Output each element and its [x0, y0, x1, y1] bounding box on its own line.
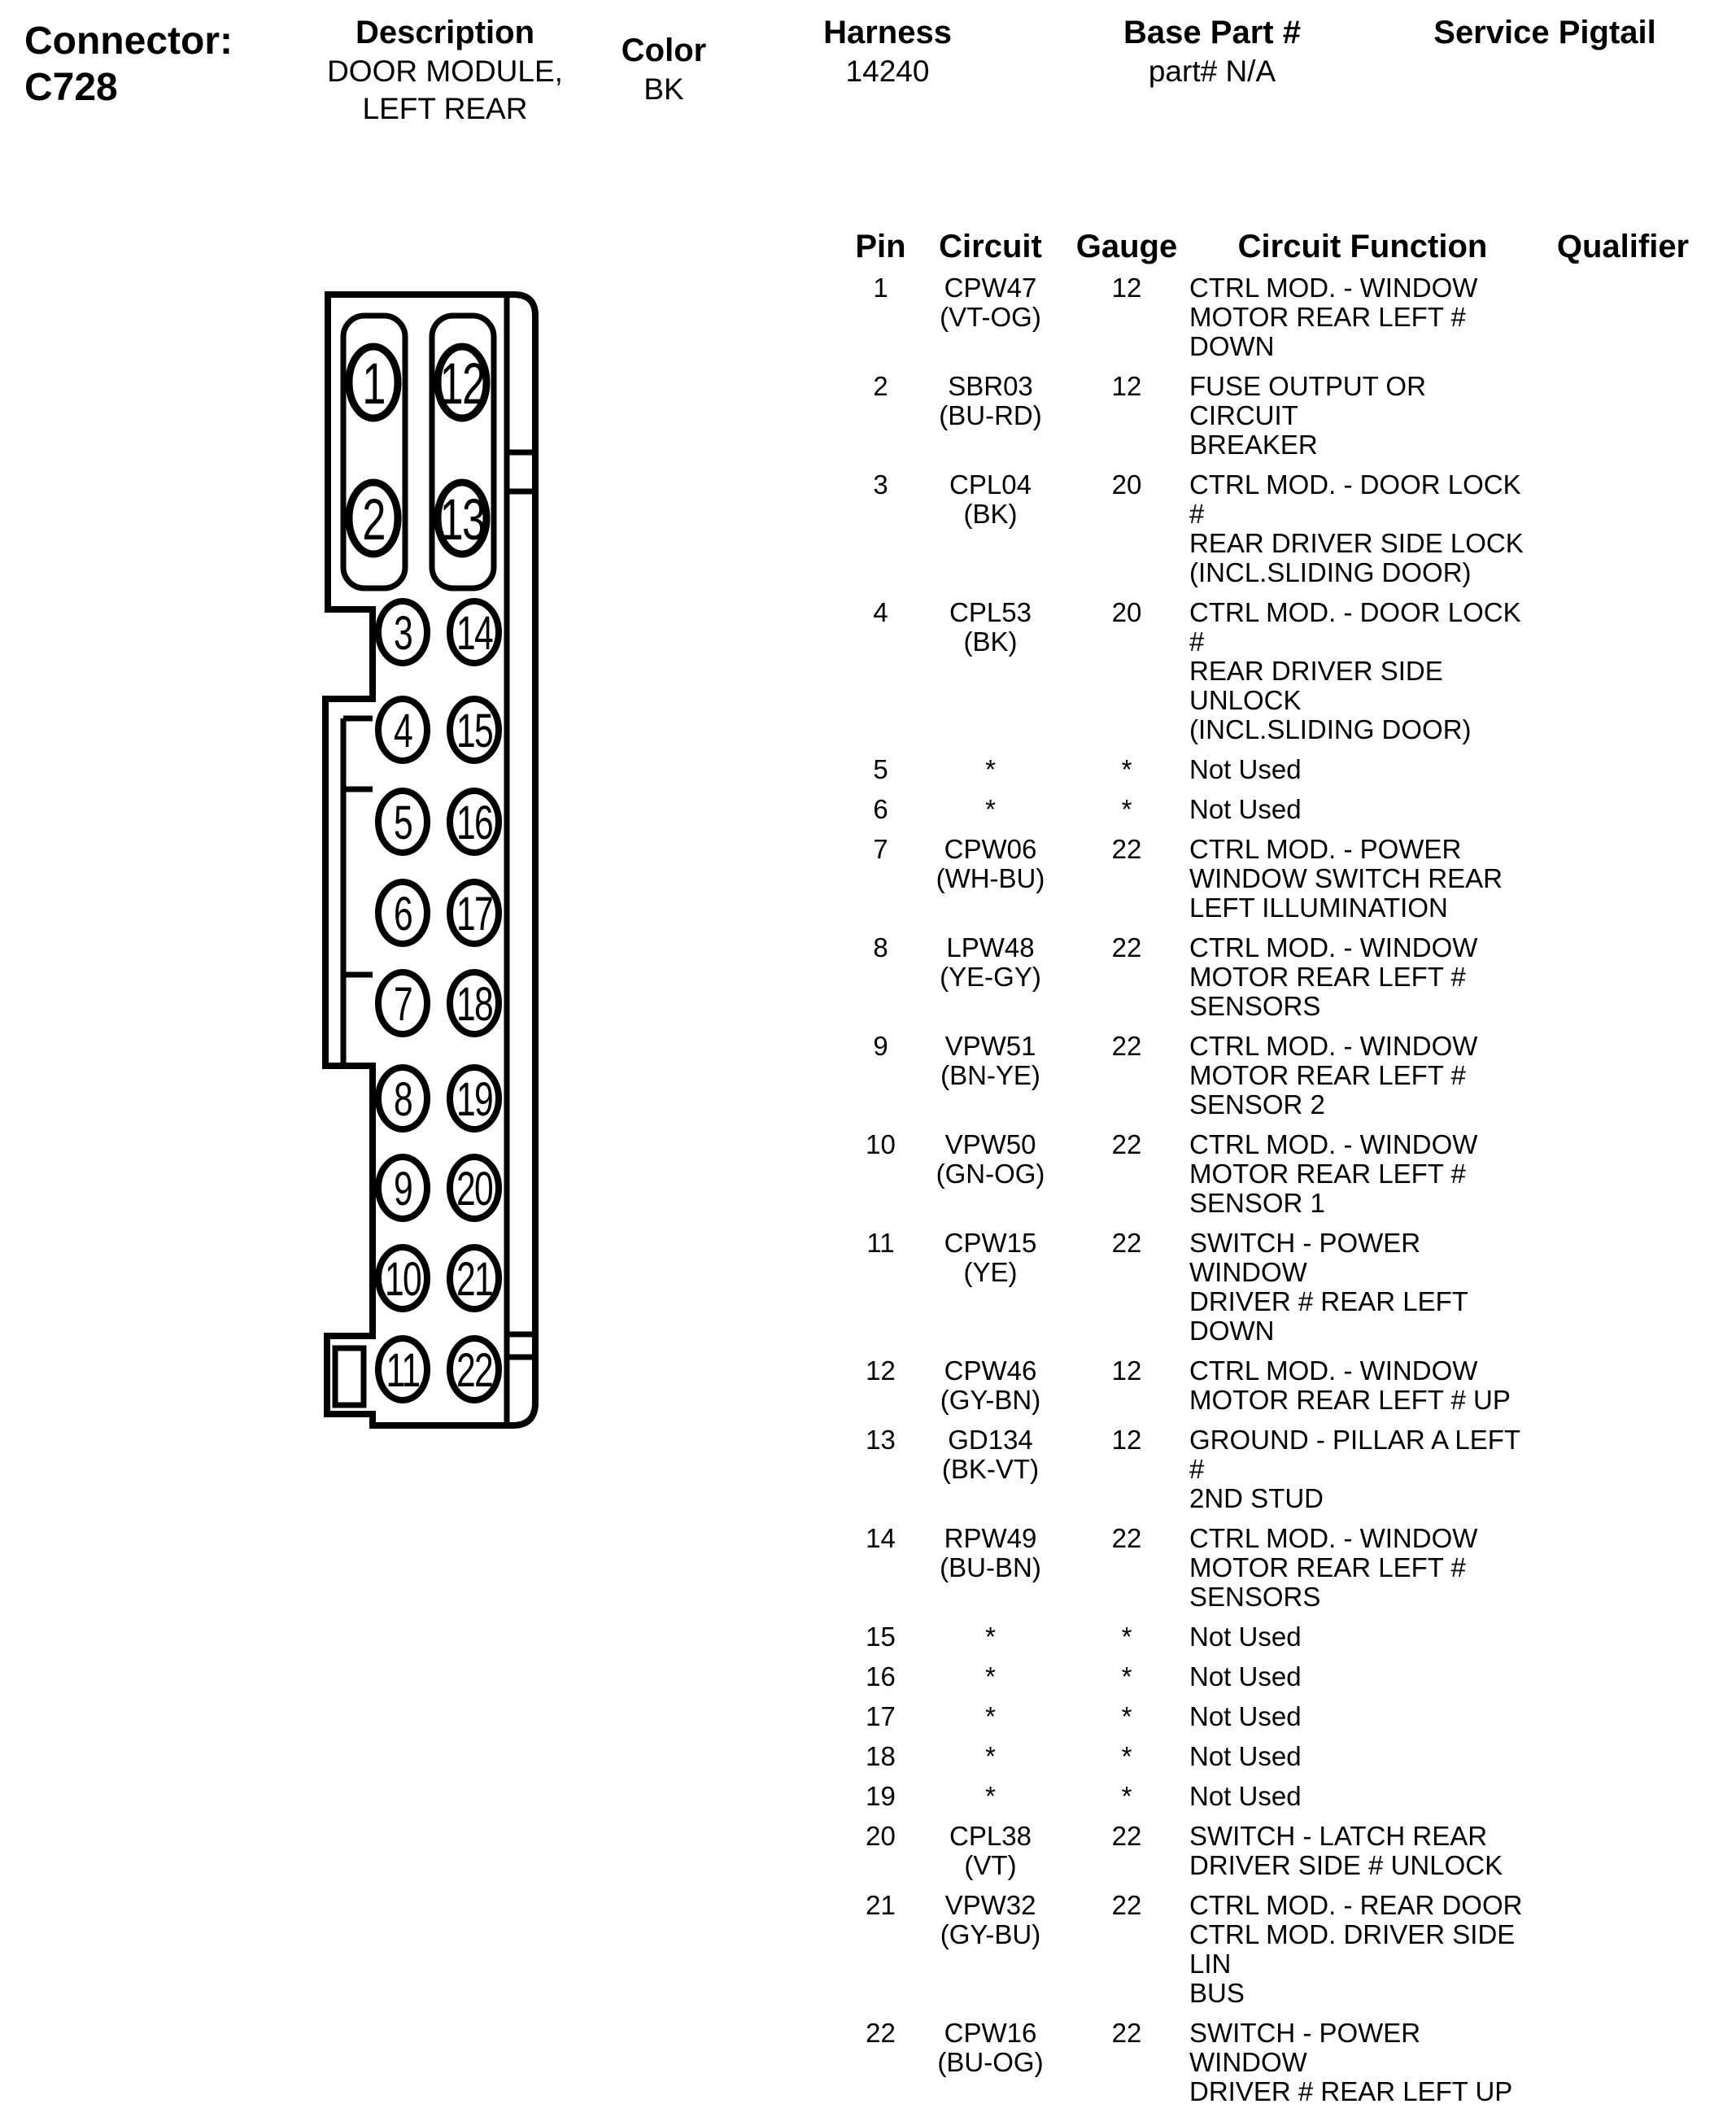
qualifier-cell [1538, 795, 1708, 824]
qualifier-cell [1538, 755, 1708, 784]
header-field-value: part# N/A [1148, 55, 1276, 88]
col-header-pin: Pin [855, 229, 906, 264]
function-line: Not Used [1189, 754, 1302, 784]
pin-4 [378, 699, 427, 761]
function-line: MOTOR REAR LEFT # UP [1189, 1385, 1511, 1415]
function-cell [1188, 1524, 1538, 1612]
circuit-code: * [985, 1622, 996, 1652]
qualifier-cell [1538, 273, 1708, 361]
circuit-code: CPL04 [949, 469, 1032, 500]
function-line: CTRL MOD. - WINDOW [1189, 1355, 1478, 1386]
circuit-color-code: (VT) [964, 1850, 1017, 1880]
circuit-cell [915, 1822, 1066, 1880]
circuit-cell [915, 1130, 1066, 1218]
gauge-cell: 22 [1111, 1821, 1142, 1851]
function-line: SENSORS [1189, 1582, 1321, 1612]
qualifier-cell [1538, 1229, 1708, 1346]
table-row [846, 372, 1708, 460]
circuit-cell [915, 755, 1066, 784]
header-field-base-part- [1123, 15, 1301, 88]
circuit-code: CPL38 [949, 1821, 1032, 1851]
function-line: FUSE OUTPUT OR CIRCUIT [1189, 371, 1426, 430]
qualifier-cell [1538, 1356, 1708, 1415]
circuit-cell [915, 1229, 1066, 1346]
table-row [846, 1524, 1708, 1612]
gauge-cell: * [1121, 1741, 1132, 1771]
gauge-cell: * [1121, 1622, 1132, 1652]
pin-cell: 2 [873, 371, 888, 401]
circuit-cell [915, 933, 1066, 1021]
circuit-code: * [985, 754, 996, 784]
pin-cell: 14 [866, 1523, 896, 1553]
circuit-code: CPW15 [944, 1228, 1037, 1258]
qualifier-cell [1538, 1742, 1708, 1771]
pin-cell: 17 [866, 1701, 896, 1731]
qualifier-cell [1538, 1622, 1708, 1652]
gauge-cell: 22 [1111, 1031, 1142, 1061]
function-cell [1188, 1425, 1538, 1513]
circuit-cell [915, 1742, 1066, 1771]
table-row [846, 795, 1708, 824]
circuit-color-code: (GN-OG) [936, 1159, 1045, 1189]
header-field-color [622, 33, 706, 106]
pin-number: 3 [393, 606, 412, 660]
function-cell [1188, 1702, 1538, 1731]
function-cell [1188, 598, 1538, 744]
connector-id: C728 [24, 66, 118, 109]
table-row [846, 933, 1708, 1021]
function-cell [1188, 273, 1538, 361]
table-row [846, 1742, 1708, 1771]
gauge-cell: * [1121, 1781, 1132, 1811]
table-row [846, 1032, 1708, 1120]
qualifier-cell [1538, 1782, 1708, 1811]
pin-cell: 18 [866, 1741, 896, 1771]
table-row [846, 1702, 1708, 1731]
header-field-value: DOOR MODULE, [327, 55, 563, 88]
header-field-label: Description [355, 15, 535, 50]
function-line: CTRL MOD. - DOOR LOCK # [1189, 597, 1521, 657]
function-cell [1188, 835, 1538, 923]
pin-17 [450, 882, 499, 944]
circuit-color-code: (GY-BN) [940, 1385, 1041, 1415]
pin-11 [378, 1338, 427, 1400]
table-row [846, 1425, 1708, 1513]
circuit-code: * [985, 1661, 996, 1691]
pin-20 [450, 1157, 499, 1219]
col-header-qualifier: Qualifier [1556, 229, 1690, 264]
header-field-label: Service Pigtail [1433, 15, 1656, 50]
function-line: CTRL MOD. - WINDOW [1189, 1523, 1478, 1553]
qualifier-cell [1538, 1822, 1708, 1880]
pin-table-body [846, 273, 1708, 2106]
function-line: (INCL.SLIDING DOOR) [1189, 557, 1472, 587]
pin-number: 12 [439, 351, 485, 417]
pin-10 [378, 1247, 427, 1309]
function-cell [1188, 1822, 1538, 1880]
qualifier-cell [1538, 372, 1708, 460]
function-line: WINDOW SWITCH REAR [1189, 863, 1503, 893]
connector-title [24, 18, 233, 111]
function-cell [1188, 795, 1538, 824]
header-field-label: Base Part # [1123, 15, 1301, 50]
connector-label: Connector: [24, 20, 233, 63]
circuit-cell [915, 1702, 1066, 1731]
pin-number: 14 [456, 606, 493, 660]
pin-cell: 6 [873, 794, 888, 824]
col-header-circuit: Circuit [939, 229, 1042, 264]
pin-number: 2 [362, 487, 385, 552]
gauge-cell: 22 [1111, 1523, 1142, 1553]
pin-table [846, 228, 1708, 2117]
function-line: BUS [1189, 1978, 1245, 2008]
circuit-code: VPW50 [944, 1129, 1036, 1159]
function-line: LEFT ILLUMINATION [1189, 893, 1448, 923]
pin-18 [450, 972, 499, 1034]
circuit-color-code: (BK) [963, 499, 1018, 529]
header-field-harness [823, 15, 952, 88]
gauge-cell: 22 [1111, 1129, 1142, 1159]
qualifier-cell [1538, 1130, 1708, 1218]
table-row [846, 598, 1708, 744]
function-cell [1188, 470, 1538, 587]
function-line: SENSOR 2 [1189, 1089, 1325, 1120]
function-line: DRIVER # REAR LEFT UP [1189, 2076, 1513, 2106]
qualifier-cell [1538, 835, 1708, 923]
function-line: DRIVER SIDE # UNLOCK [1189, 1850, 1503, 1880]
function-cell [1188, 1891, 1538, 2008]
circuit-color-code: (BK-VT) [941, 1454, 1040, 1484]
pin-number: 7 [393, 977, 412, 1031]
circuit-code: RPW49 [944, 1523, 1037, 1553]
function-cell [1188, 1356, 1538, 1415]
gauge-cell: * [1121, 1661, 1132, 1691]
pin-cell: 15 [866, 1622, 896, 1652]
function-cell [1188, 1742, 1538, 1771]
function-cell [1188, 1622, 1538, 1652]
gauge-cell: * [1121, 794, 1132, 824]
pin-number: 8 [393, 1072, 412, 1126]
pin-16 [450, 791, 499, 853]
function-cell [1188, 1662, 1538, 1691]
pin-cell: 8 [873, 932, 888, 962]
circuit-color-code: (BU-BN) [940, 1552, 1041, 1582]
qualifier-cell [1538, 598, 1708, 744]
gauge-cell: 22 [1111, 2018, 1142, 2048]
function-line: GROUND - PILLAR A LEFT # [1189, 1425, 1520, 1484]
qualifier-cell [1538, 1425, 1708, 1513]
gauge-cell: * [1121, 754, 1132, 784]
function-line: MOTOR REAR LEFT # [1189, 1060, 1466, 1090]
pin-cell: 10 [866, 1129, 896, 1159]
circuit-cell [915, 1032, 1066, 1120]
pin-3 [378, 601, 427, 663]
circuit-color-code: (YE) [963, 1257, 1018, 1287]
function-cell [1188, 2019, 1538, 2106]
function-line: REAR DRIVER SIDE LOCK [1189, 528, 1524, 558]
gauge-cell: 22 [1111, 1228, 1142, 1258]
table-row [846, 1229, 1708, 1346]
circuit-code: * [985, 794, 996, 824]
table-row [846, 1130, 1708, 1218]
function-line: Not Used [1189, 1741, 1302, 1771]
gauge-cell: 22 [1111, 834, 1142, 864]
function-cell [1188, 933, 1538, 1021]
function-line: MOTOR REAR LEFT # [1189, 1159, 1466, 1189]
pin-table-header [846, 228, 1708, 265]
function-line: SWITCH - LATCH REAR [1189, 1821, 1488, 1851]
function-line: MOTOR REAR LEFT # [1189, 1552, 1466, 1582]
pin-number: 11 [386, 1343, 420, 1397]
pin-number: 4 [393, 704, 412, 757]
function-line: CTRL MOD. - WINDOW [1189, 932, 1478, 962]
function-cell [1188, 1229, 1538, 1346]
circuit-code: CPW06 [944, 834, 1037, 864]
pin-2 [349, 482, 398, 554]
circuit-color-code: (BU-RD) [939, 400, 1042, 430]
function-line: CTRL MOD. - WINDOW [1189, 1031, 1478, 1061]
pin-number: 19 [456, 1072, 493, 1126]
header-field-label: Color [621, 33, 707, 68]
pin-number: 16 [456, 796, 493, 849]
circuit-cell [915, 1622, 1066, 1652]
function-line: CTRL MOD. - POWER [1189, 834, 1462, 864]
pin-number: 20 [456, 1162, 493, 1216]
gauge-cell: 12 [1111, 1355, 1142, 1386]
circuit-cell [915, 2019, 1066, 2106]
pin-12 [438, 347, 486, 418]
function-line: SWITCH - POWER WINDOW [1189, 1228, 1421, 1287]
pin-13 [438, 482, 486, 554]
circuit-color-code: (YE-GY) [940, 962, 1041, 992]
circuit-code: VPW32 [944, 1890, 1036, 1920]
pin-cell: 3 [873, 469, 888, 500]
header-field-service-pigtail [1433, 15, 1655, 50]
circuit-code: CPW16 [944, 2018, 1037, 2048]
pin-21 [450, 1247, 499, 1309]
qualifier-cell [1538, 1662, 1708, 1691]
circuit-cell [915, 1356, 1066, 1415]
circuit-code: CPW47 [944, 273, 1037, 303]
qualifier-cell [1538, 470, 1708, 587]
circuit-cell [915, 1524, 1066, 1612]
circuit-code: * [985, 1701, 996, 1731]
pin-number: 5 [393, 796, 412, 849]
gauge-cell: 22 [1111, 932, 1142, 962]
table-row [846, 273, 1708, 361]
pin-number: 9 [393, 1162, 412, 1216]
circuit-code: * [985, 1741, 996, 1771]
function-line: REAR DRIVER SIDE UNLOCK [1189, 656, 1443, 715]
qualifier-cell [1538, 933, 1708, 1021]
header-field-value: 14240 [845, 55, 930, 88]
table-row [846, 470, 1708, 587]
pin-5 [378, 791, 427, 853]
pin-cell: 21 [866, 1890, 896, 1920]
header-field-description [327, 15, 563, 125]
pin-cell: 22 [866, 2018, 896, 2048]
pin-cell: 1 [873, 273, 888, 303]
gauge-cell: 12 [1111, 371, 1142, 401]
pin-number: 22 [456, 1343, 493, 1397]
header-field-label: Harness [823, 15, 952, 50]
circuit-cell [915, 835, 1066, 923]
circuit-code: CPL53 [949, 597, 1032, 627]
col-header-gauge: Gauge [1075, 229, 1178, 264]
function-line: Not Used [1189, 1701, 1302, 1731]
circuit-cell [915, 1425, 1066, 1513]
function-line: CTRL MOD. - DOOR LOCK # [1189, 469, 1521, 529]
function-line: MOTOR REAR LEFT # DOWN [1189, 302, 1466, 361]
circuit-cell [915, 1782, 1066, 1811]
connector-diagram [320, 268, 547, 1448]
table-row [846, 1622, 1708, 1652]
function-cell [1188, 1032, 1538, 1120]
pin-14 [450, 601, 499, 663]
function-line: Not Used [1189, 1781, 1302, 1811]
function-cell [1188, 755, 1538, 784]
pin-cell: 11 [866, 1228, 895, 1258]
circuit-color-code: (GY-BU) [940, 1919, 1041, 1949]
pin-19 [450, 1067, 499, 1129]
col-header-function: Circuit Function [1237, 229, 1488, 264]
qualifier-cell [1538, 2019, 1708, 2106]
pin-number: 21 [456, 1252, 493, 1306]
circuit-code: GD134 [948, 1425, 1033, 1455]
qualifier-cell [1538, 1524, 1708, 1612]
function-line: DRIVER # REAR LEFT DOWN [1189, 1286, 1468, 1346]
function-line: CTRL MOD. - WINDOW [1189, 1129, 1478, 1159]
circuit-code: CPW46 [944, 1355, 1037, 1386]
circuit-color-code: (BN-YE) [940, 1060, 1040, 1090]
circuit-cell [915, 795, 1066, 824]
circuit-color-code: (WH-BU) [936, 863, 1045, 893]
pin-number: 1 [362, 351, 385, 417]
circuit-cell [915, 470, 1066, 587]
pin-number: 10 [384, 1252, 421, 1306]
table-row [846, 1662, 1708, 1691]
pin-cell: 7 [873, 834, 888, 864]
pin-number: 13 [439, 487, 485, 552]
function-line: (INCL.SLIDING DOOR) [1189, 714, 1472, 744]
circuit-cell [915, 1891, 1066, 2008]
pin-cell: 5 [873, 754, 888, 784]
qualifier-cell [1538, 1891, 1708, 2008]
pin-number: 17 [456, 887, 493, 941]
circuit-code: SBR03 [948, 371, 1033, 401]
function-line: SENSORS [1189, 991, 1321, 1021]
function-line: CTRL MOD. DRIVER SIDE LIN [1189, 1919, 1516, 1979]
function-line: Not Used [1189, 1661, 1302, 1691]
function-line: SWITCH - POWER WINDOW [1189, 2018, 1421, 2077]
table-row [846, 1822, 1708, 1880]
function-line: 2ND STUD [1189, 1483, 1324, 1513]
gauge-cell: 20 [1111, 469, 1142, 500]
pin-6 [378, 882, 427, 944]
circuit-code: VPW51 [944, 1031, 1036, 1061]
qualifier-cell [1538, 1032, 1708, 1120]
pin-8 [378, 1067, 427, 1129]
pin-22 [450, 1338, 499, 1400]
function-line: CTRL MOD. - WINDOW [1189, 273, 1478, 303]
circuit-color-code: (BU-OG) [937, 2047, 1044, 2077]
circuit-code: LPW48 [946, 932, 1035, 962]
table-row [846, 1782, 1708, 1811]
table-row [846, 2019, 1708, 2106]
header-field-value: BK [643, 72, 684, 106]
circuit-cell [915, 372, 1066, 460]
qualifier-cell [1538, 1702, 1708, 1731]
pin-15 [450, 699, 499, 761]
pin-cell: 9 [873, 1031, 888, 1061]
connector-diagram-svg [320, 268, 547, 1448]
function-line: SENSOR 1 [1189, 1188, 1325, 1218]
function-line: CTRL MOD. - REAR DOOR [1189, 1890, 1523, 1920]
table-row [846, 1356, 1708, 1415]
function-cell [1188, 1782, 1538, 1811]
table-row [846, 1891, 1708, 2008]
pin-9 [378, 1157, 427, 1219]
gauge-cell: 12 [1111, 273, 1142, 303]
gauge-cell: * [1121, 1701, 1132, 1731]
pin-cell: 4 [873, 597, 888, 627]
table-row [846, 835, 1708, 923]
function-line: Not Used [1189, 794, 1302, 824]
pin-number: 6 [393, 887, 412, 941]
circuit-code: * [985, 1781, 996, 1811]
pin-cell: 20 [866, 1821, 896, 1851]
function-line: BREAKER [1189, 430, 1318, 460]
function-cell [1188, 1130, 1538, 1218]
pin-cell: 13 [866, 1425, 896, 1455]
pin-cell: 19 [866, 1781, 896, 1811]
gauge-cell: 22 [1111, 1890, 1142, 1920]
function-line: MOTOR REAR LEFT # [1189, 962, 1466, 992]
circuit-color-code: (BK) [963, 626, 1018, 657]
function-cell [1188, 372, 1538, 460]
circuit-cell [915, 273, 1066, 361]
pin-cell: 12 [866, 1355, 896, 1386]
function-line: Not Used [1189, 1622, 1302, 1652]
pin-number: 18 [456, 977, 493, 1031]
table-row [846, 755, 1708, 784]
pin-7 [378, 972, 427, 1034]
pin-number: 15 [456, 704, 493, 757]
circuit-cell [915, 598, 1066, 744]
pin-cell: 16 [866, 1661, 896, 1691]
circuit-color-code: (VT-OG) [940, 302, 1041, 332]
pin-1 [349, 347, 398, 418]
header-field-value: LEFT REAR [362, 92, 528, 125]
gauge-cell: 20 [1111, 597, 1142, 627]
gauge-cell: 12 [1111, 1425, 1142, 1455]
circuit-cell [915, 1662, 1066, 1691]
